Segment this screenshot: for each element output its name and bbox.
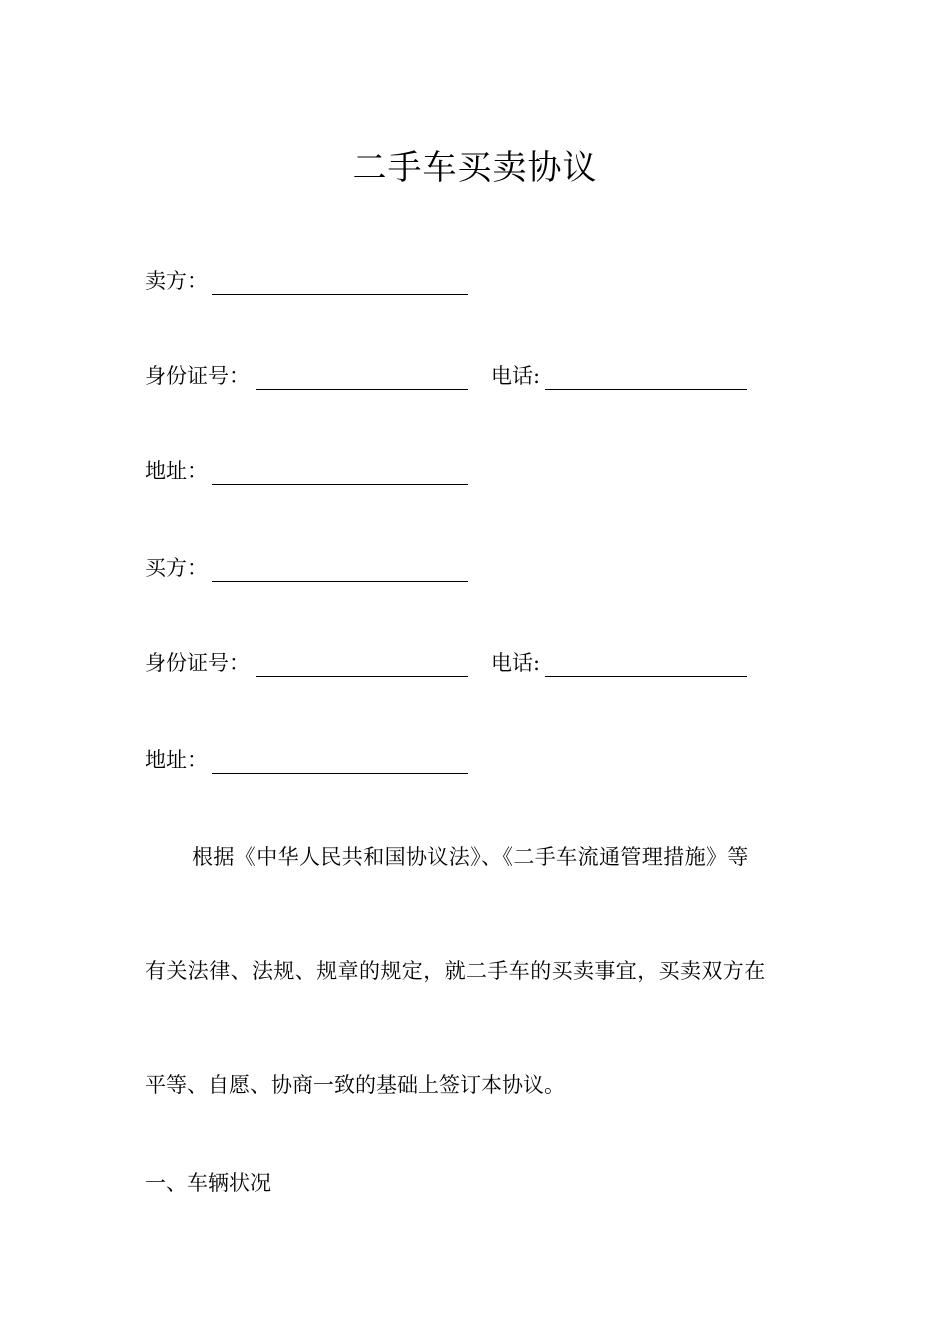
seller-name-row (145, 266, 475, 296)
intro-line-3: 平等、自愿、协商一致的基础上签订本协议。 (145, 1073, 565, 1097)
buyer-phone-blank (545, 676, 747, 677)
buyer-address-row (145, 745, 475, 775)
intro-line-2: 有关法律、法规、规章的规定，就二手车的买卖事宜，买卖双方在 (145, 959, 766, 983)
seller-address-blank (212, 484, 468, 485)
buyer-phone-label: 电话: (491, 651, 541, 675)
seller-id-phone-row (145, 361, 755, 391)
seller-id-blank (256, 389, 468, 390)
intro-line-1: 根据《中华人民共和国协议法》、《二手车流通管理措施》等 (192, 845, 749, 869)
seller-phone-blank (545, 389, 747, 390)
seller-id-label: 身份证号： (145, 364, 250, 388)
seller-address-row (145, 456, 475, 486)
buyer-name-label: 买方： (145, 556, 208, 580)
seller-name-blank (212, 294, 468, 295)
section-1-heading: 一、车辆状况 (145, 1171, 271, 1195)
seller-phone-label: 电话: (491, 364, 541, 388)
document-title: 二手车买卖协议 (352, 148, 598, 188)
buyer-address-blank (212, 773, 468, 774)
buyer-address-label: 地址： (145, 748, 208, 772)
seller-address-label: 地址： (145, 459, 208, 483)
buyer-id-phone-row (145, 648, 755, 678)
buyer-name-row (145, 553, 475, 583)
buyer-id-label: 身份证号： (145, 651, 250, 675)
seller-name-label: 卖方： (145, 269, 208, 293)
buyer-name-blank (212, 581, 468, 582)
buyer-id-blank (256, 676, 468, 677)
